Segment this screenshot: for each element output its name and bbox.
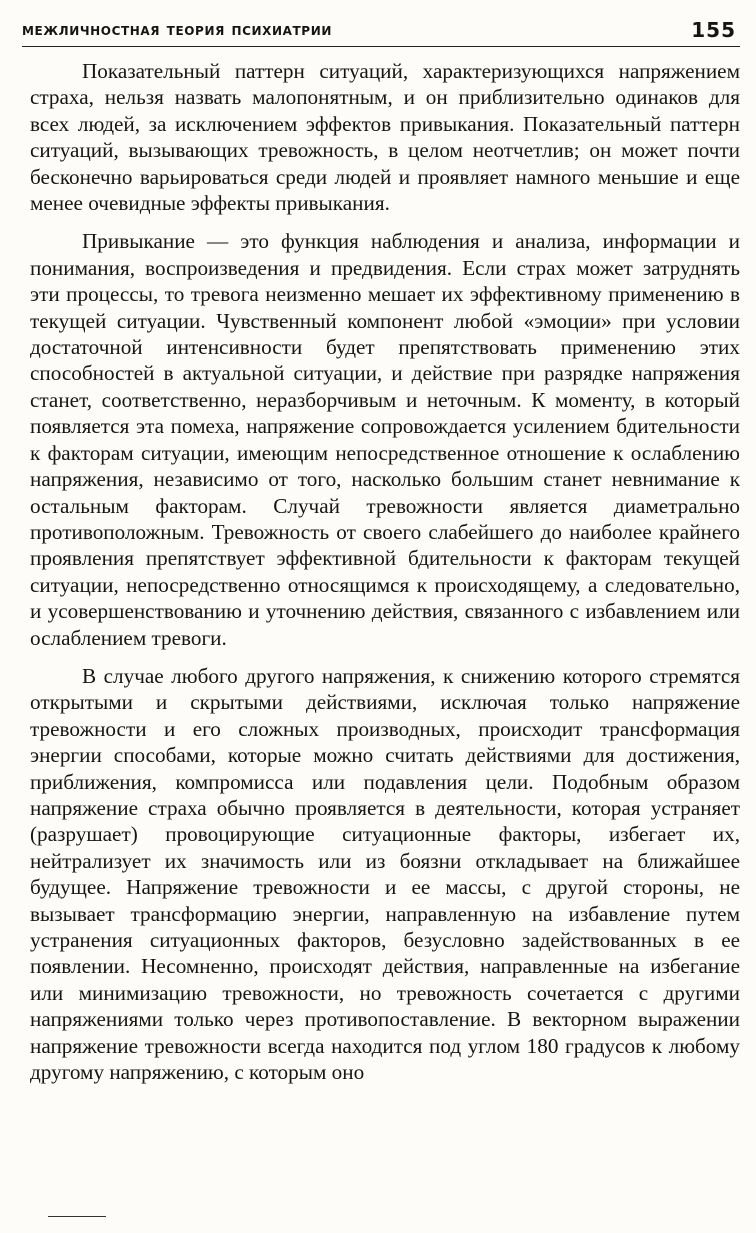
footer-mark [48, 1216, 106, 1217]
header-rule [22, 46, 740, 47]
paragraph: Показательный паттерн ситуаций, характеризующихся напряжением страха, нельзя назвать малопонятным, и он приблизительно одинаков для всех людей, за исключением эффектов привыкания. Показательный паттерн ситуаций, вызывающих тревожность, в целом неотчетлив; он может почти бесконечно варьироваться среди людей и проявляет намного меньшие и еще менее очевидные эффекты привыкания. [30, 59, 740, 216]
paragraph: В случае любого другого напряжения, к снижению которого стремятся открытыми и скрытыми действиями, исключая только напряжение тревожности и его сложных производных, происходит трансформация энергии способами, которые можно считать действиями для достижения, приближения, компромисса или подавления цели. Подобным образом напряжение страха обычно проявляется в деятельности, которая устраняет (разрушает) провоцирующие ситуационные факторы, избегает их, нейтрализует их значимость или из боязни откладывает на ближайшее будущее. Напряжение тревожности и ее массы, с другой стороны, не вызывает трансформацию энергии, направленную на избавление путем устранения ситуационных факторов, безусловно задействованных в ее появлении. Несомненно, происходят действия, направленные на избегание или минимизацию тревожности, но тревожность сочетается с другими напряжениями только через противопоставление. В векторном выражении напряжение тревожности всегда находится под углом 180 градусов к любому другому напряжению, с которым оно [30, 663, 740, 1085]
page-number: 155 [691, 18, 736, 42]
paragraph: Привыкание — это функция наблюдения и анализа, информации и понимания, воспроизведения и предвидения. Если страх может затруднять эти процессы, то тревога неизменно мешает их эффективному применению в текущей ситуации. Чувственный компонент любой «эмоции» при условии достаточной интенсивности будет препятствовать применению этих способностей в актуальной ситуации, и действие при разрядке напряжения станет, соответственно, неразборчивым и неточным. К моменту, в который появляется эта помеха, напряжение сопровождается усилением бдительности к факторам ситуации, имеющим непосредственное отношение к ослаблению напряжения, независимо от того, насколько большим станет невнимание к остальным факторам. Случай тревожности является диаметрально противоположным. Тревожность от своего слабейшего до наиболее крайнего проявления препятствует эффективной бдительности к факторам текущей ситуации, непосредственно относящимся к происходящему, а следовательно, и усовершенствованию и уточнению действия, связанного с избавлением или ослаблением тревоги. [30, 229, 740, 650]
running-title: межличностная теория психиатрии [22, 20, 332, 40]
running-header [22, 20, 740, 46]
body-text [30, 58, 740, 1097]
